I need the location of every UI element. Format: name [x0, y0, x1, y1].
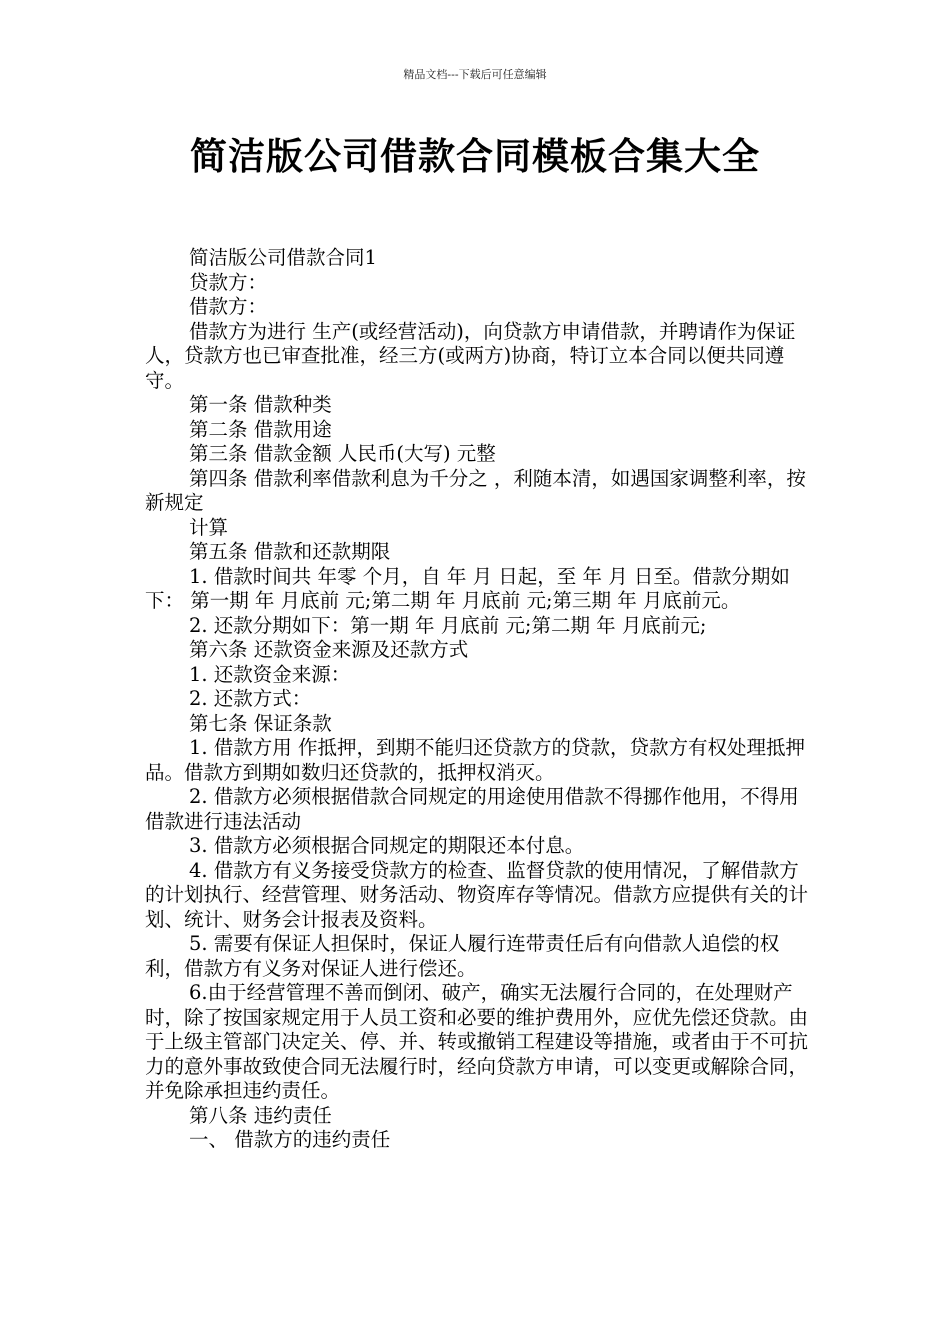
article-7-item-2: 2. 借款方必须根据借款合同规定的用途使用借款不得挪作他用，不得用借款进行违法活动	[145, 785, 799, 833]
document-body	[145, 246, 813, 1153]
article-7-item-5: 5. 需要有保证人担保时，保证人履行连带责任后有向借款人追偿的权利，借款方有义务对保证人进行偿还。	[145, 932, 780, 980]
contract-subtitle: 简洁版公司借款合同1	[189, 246, 377, 269]
article-5-item-2: 2. 还款分期如下：第一期 年 月底前 元;第二期 年 月底前元;	[189, 613, 707, 637]
article-6-item-1: 1. 还款资金来源：	[189, 662, 351, 686]
preamble-paragraph: 借款方为进行 生产(或经营活动)，向贷款方申请借款，并聘请作为保证人，贷款方也已审查批准，经三方(或两方)协商，特订立本合同以便共同遵守。	[145, 319, 796, 392]
borrower-line: 借款方：	[189, 295, 268, 318]
article-2-heading: 第二条 借款用途	[189, 417, 332, 441]
article-4-continuation: 计算	[189, 515, 229, 539]
article-6-heading: 第六条 还款资金来源及还款方式	[189, 638, 469, 661]
article-5-heading: 第五条 借款和还款期限	[189, 540, 391, 563]
article-4-paragraph: 第四条 借款利率借款利息为千分之 ，利随本清，如遇国家调整利率，按新规定	[145, 466, 806, 514]
lender-line: 贷款方：	[189, 270, 268, 294]
article-5-item-1: 1. 借款时间共 年零 个月，自 年 月 日起，至 年 月 日至。借款分期如下： 第一期 年 月底前 元;第二期 年 月底前 元;第三期 年 月底前元。	[145, 564, 790, 612]
article-7-heading: 第七条 保证条款	[189, 711, 332, 735]
article-6-item-2: 2. 还款方式：	[189, 687, 312, 710]
article-7-item-4: 4. 借款方有义务接受贷款方的检查、监督贷款的使用情况，了解借款方的计划执行、经营管理、财务活动、物资库存等情况。借款方应提供有关的计划、统计、财务会计报表及资料。	[145, 858, 809, 931]
page-header: 精品文档---下载后可任意编辑	[403, 68, 547, 81]
article-1-heading: 第一条 借款种类	[189, 393, 332, 416]
article-3-heading: 第三条 借款金额 人民币(大写) 元整	[189, 442, 496, 465]
article-8-sub-1: 一、 借款方的违约责任	[189, 1128, 391, 1151]
article-8-heading: 第八条 违约责任	[189, 1103, 332, 1127]
article-7-item-3: 3. 借款方必须根据合同规定的期限还本付息。	[189, 834, 585, 857]
article-7-item-6: 6.由于经营管理不善而倒闭、破产，确实无法履行合同的，在处理财产时，除了按国家规定用于人员工资和必要的维护费用外，应优先偿还贷款。由于上级主管部门决定关、停、并、转或撤销工程建设等措施，或者由于不可抗力的意外事故致使合同无法履行时，经向贷款方申请，可以变更或解除合同，并免除承担违约责任。	[145, 981, 809, 1102]
document-title: 简洁版公司借款合同模板合集大全	[190, 135, 760, 178]
article-7-item-1: 1. 借款方用 作抵押，到期不能归还贷款方的贷款，贷款方有权处理抵押品。借款方到期如数归还贷款的，抵押权消灭。	[145, 736, 806, 784]
